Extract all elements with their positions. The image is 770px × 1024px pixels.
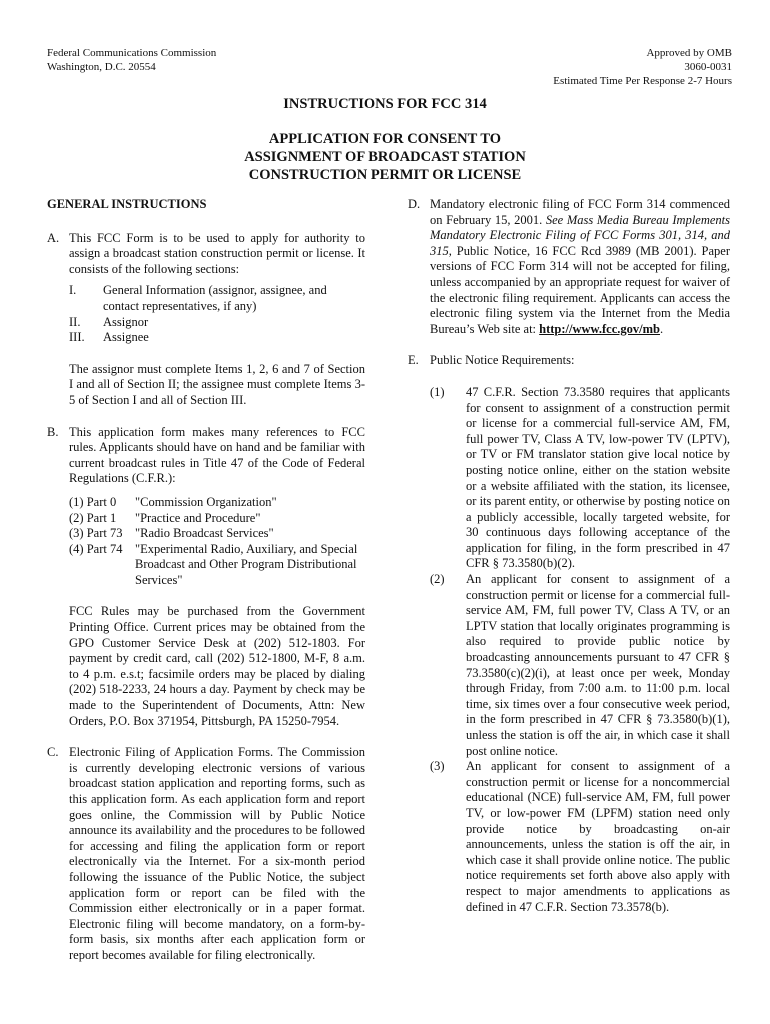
rule-part-title: "Radio Broadcast Services" [135, 526, 274, 541]
rule-part-item [69, 495, 365, 511]
section-list-item [47, 283, 365, 314]
rule-part-number: (4) Part 74 [69, 541, 123, 556]
section-number: III. [69, 330, 85, 345]
paragraph-b-label: B. [47, 424, 59, 439]
agency-name: Federal Communications Commission [47, 47, 217, 59]
rule-part-number: (2) Part 1 [69, 510, 117, 525]
paragraph-a-text: This FCC Form is to be used to apply for authority to assign a broadcast station construction permit or license. It consists of the following sections: [69, 230, 365, 276]
notice-requirement-item [430, 572, 730, 759]
item-number: (2) [430, 572, 445, 587]
media-bureau-link[interactable]: http://www.fcc.gov/mb [539, 321, 660, 336]
paragraph-e-label: E. [408, 353, 419, 368]
rule-parts-list [47, 495, 365, 589]
section-list-item [47, 315, 365, 331]
paragraph-d-label: D. [408, 197, 421, 211]
paragraph-b-text: This application form makes many references to FCC rules. Applicants should have on hand and be familiar with current broadcast rules in Title 47 of the Code of Federal Regulations (C.F.R.): [69, 424, 365, 486]
item-text: An applicant for consent to assignment of a construction permit or license for a noncommercial educational (NCE) full-service AM, FM, full power TV, or low-power FM (LPFM) station need only provide notice by broadcasting on-air announcements, unless the station is off the air, in which case it shall provide online notice. The public notice requirements set forth above also apply with respect to major amendments to applications as defined in 47 C.F.R. Section 73.3578(b). [466, 759, 730, 914]
paragraph-d-text [430, 197, 730, 337]
rule-part-item [69, 511, 365, 527]
paragraph-c [47, 745, 365, 963]
section-number: I. [69, 283, 77, 298]
paragraph-d-citation: See Mass Media Bureau Implements Mandatory Electronic Filing of FCC Forms 301, 314, and 315 [430, 212, 730, 258]
document-subtitle [0, 130, 770, 184]
section-text: Assignor [103, 314, 149, 329]
paragraph-d-text-start: Mandatory electronic filing of FCC Form 314 commenced on February 15, 2001. [430, 197, 730, 227]
right-column [408, 197, 730, 915]
section-text: General Information (assignor, assignee, and contact representatives, if any) [103, 283, 327, 313]
agency-header [47, 46, 216, 74]
notice-requirement-item [430, 385, 730, 572]
paragraph-b-note: FCC Rules may be purchased from the Government Printing Office. Current prices may be obtained from the GPO Customer Service Desk at (202) 512-1803. For payment by credit card, call (202) 512-1800, M-F, 8 a.m. to 4 p.m. e.s.t; facsimile orders may be placed by dialing (202) 518-2233, 24 hours a day. Payment by check may be made to the Superintendent of Documents, Attn: New Orders, P.O. Box 371954, Pittsburgh, PA 15250-7954. [69, 604, 365, 728]
subtitle-line-1: APPLICATION FOR CONSENT TO [268, 131, 502, 147]
paragraph-a-note: The assignor must complete Items 1, 2, 6 and 7 of Section I and all of Section II; the assignee must complete Items 3-5 of Section I and all of Section III. [69, 361, 365, 407]
item-text: An applicant for consent to assignment of a construction permit or license for a commercial full-service AM, FM, full power TV, Class A TV, or an LPTV station that locally originates programming is also required to provide public notice by broadcasting announcements pursuant to 47 CFR § 73.3580(c)(2)(i), at least once per week, Monday through Friday, from 7:00 a.m. to 11:00 p.m. local time, six times over a four consecutive week period, in the form prescribed in 47 CFR § 73.3580(b)(1), unless the station is off the air, in which case it shall post online notice. [466, 572, 730, 758]
paragraph-a [47, 231, 365, 278]
time-estimate: Estimated Time Per Response 2-7 Hours [553, 75, 732, 87]
paragraph-a-label: A. [47, 230, 60, 245]
rule-part-number: (3) Part 73 [69, 526, 123, 541]
subtitle-line-3: CONSTRUCTION PERMIT OR LICENSE [248, 167, 522, 183]
rule-part-number: (1) Part 0 [69, 494, 117, 509]
item-number: (1) [430, 384, 445, 399]
paragraph-d [408, 197, 730, 337]
rule-part-item [69, 526, 365, 542]
paragraph-c-label: C. [47, 745, 59, 760]
paragraph-b [47, 425, 365, 487]
paragraph-e-text: Public Notice Requirements: [430, 353, 575, 368]
notice-requirement-item [430, 759, 730, 915]
item-text: 47 C.F.R. Section 73.3580 requires that applicants for consent to assignment of a construction permit or license for a commercial full-service AM, FM, full power TV, Class A TV, low-power TV (LPTV), or TV or FM translator station give local notice by posting notice online, either on the station website or a website affiliated with the station, its licensee, or its parent entity, or otherwise by posting notice on a publicly accessible, locally targeted website, for 30 continuous days following acceptance of the application for filing, in the form prescribed in 47 CFR § 73.3580(b)(2). [466, 384, 730, 571]
agency-address: Washington, D.C. 20554 [47, 61, 156, 73]
paragraph-e [408, 353, 730, 369]
paragraph-c-text: Electronic Filing of Application Forms. The Commission is currently developing electronic versions of various broadcast station application and reporting forms, such as this application form. As each application form and report goes online, the Commission will by Public Notice announce its availability and the procedures to be followed for accessing and filing the application form or report electronically via the Internet. For a six-month period following the issuance of the Public Notice, the subject application form or report can be filed with the Commission either electronically or in a paper format. Electronic filing will become mandatory, on a form-by-form basis, six months after each application form or report becomes available for filing electronically. [69, 745, 365, 962]
omb-number: 3060-0031 [684, 61, 732, 73]
subtitle-line-2: ASSIGNMENT OF BROADCAST STATION [244, 149, 526, 165]
left-column [47, 197, 365, 964]
document-title: INSTRUCTIONS FOR FCC 314 [283, 96, 487, 112]
section-text: Assignee [103, 330, 149, 345]
rule-part-item [69, 542, 365, 589]
section-heading: GENERAL INSTRUCTIONS [47, 197, 207, 211]
section-list-item [47, 330, 365, 346]
section-number: II. [69, 314, 81, 329]
omb-header [553, 46, 732, 88]
item-number: (3) [430, 759, 445, 774]
omb-approval: Approved by OMB [646, 47, 732, 59]
rule-part-title: "Commission Organization" [135, 494, 277, 509]
rule-part-title: "Practice and Procedure" [135, 510, 261, 525]
paragraph-d-text-rest: , Public Notice, 16 FCC Rcd 3989 (MB 2001). Paper versions of FCC Form 314 will not be accepted for filing, unless accompanied by an appropriate request for waiver of the electronic filing requirement. Applicants can access the electronic filing system via the Internet from the Media Bureau’s Web site at: [430, 243, 730, 336]
rule-part-title: "Experimental Radio, Auxiliary, and Special Broadcast and Other Program Distributional Services" [135, 541, 358, 587]
paragraph-d-end: . [659, 321, 664, 336]
